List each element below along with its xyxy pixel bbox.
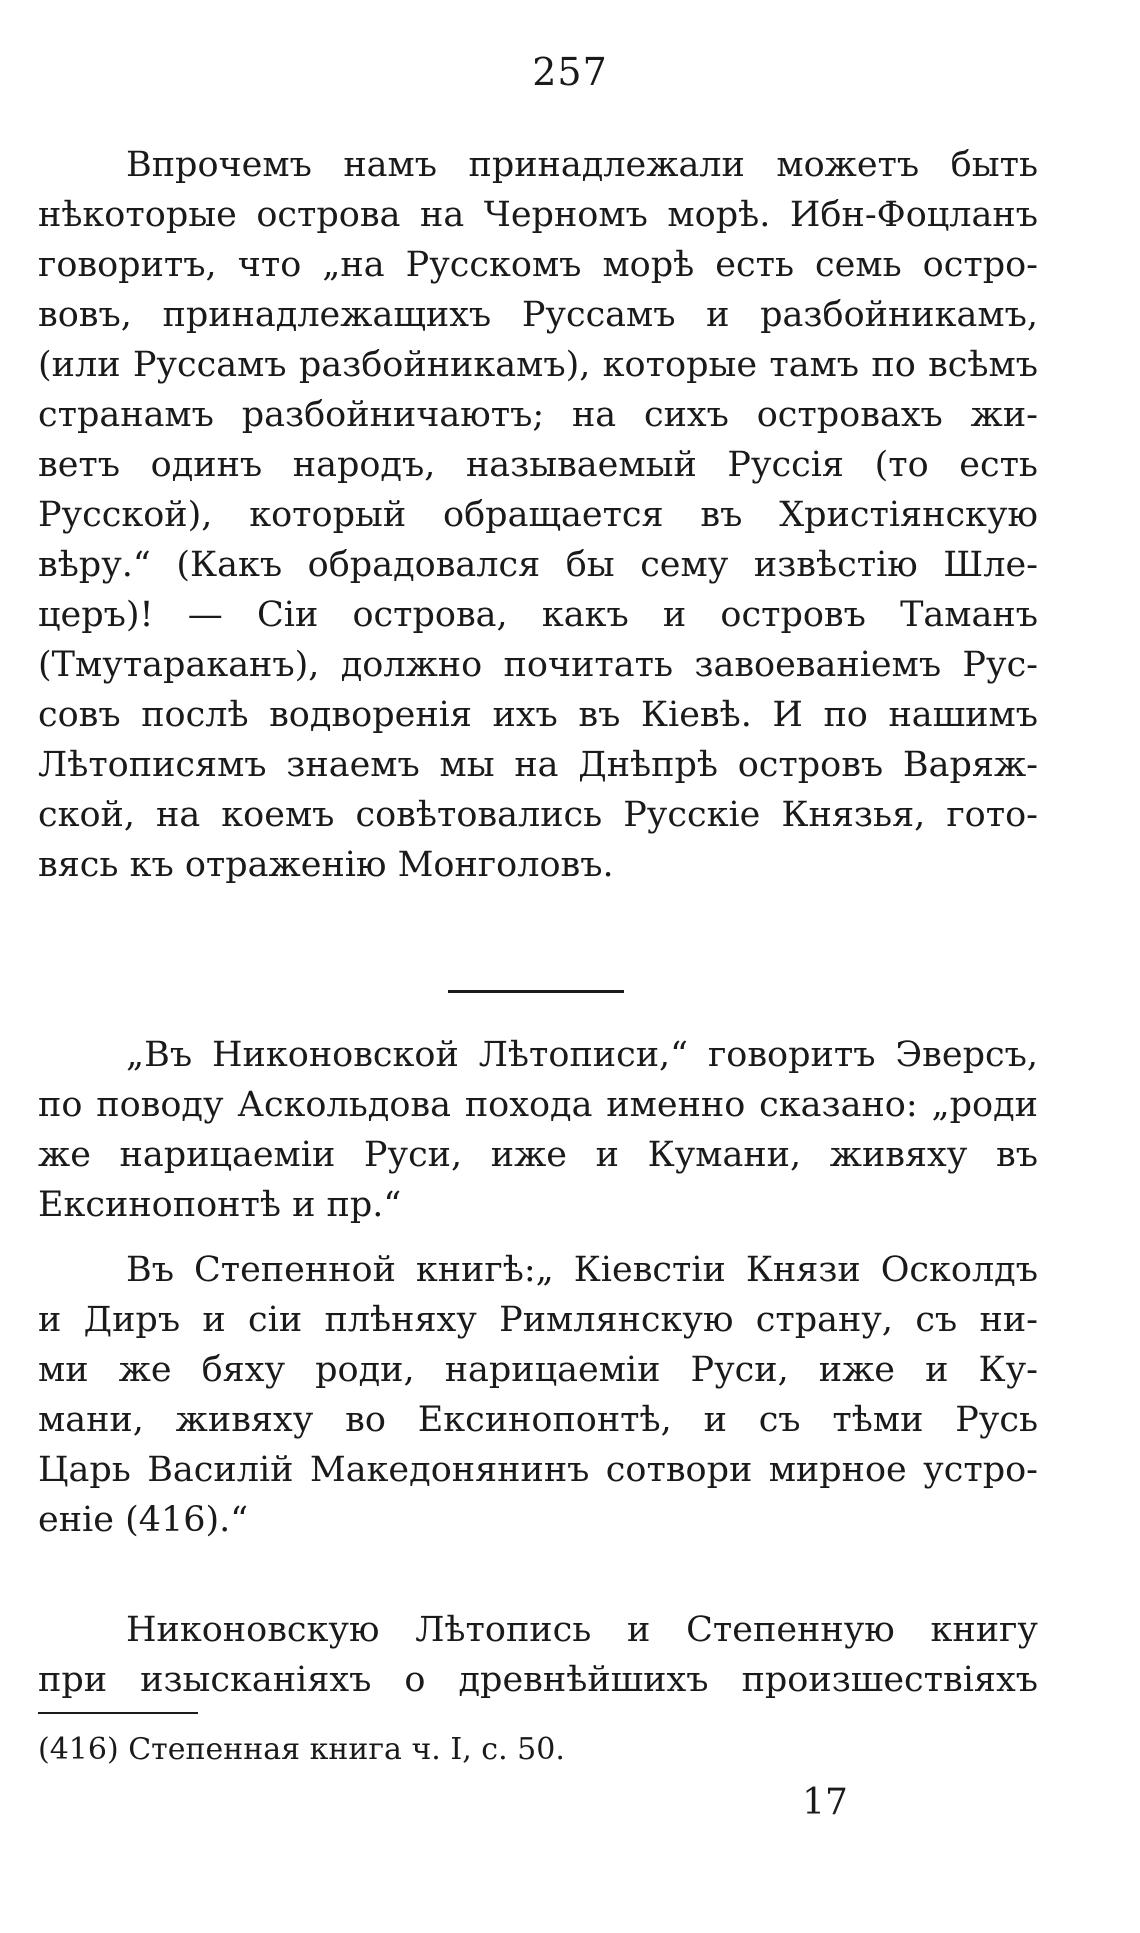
footnote: (416) Степенная книга ч. I, с. 50.: [38, 1732, 565, 1767]
section-divider: [448, 990, 624, 993]
text-line: (или Руссамъ разбойникамъ), которые тамъ по всѣмъ: [38, 345, 1038, 385]
text-line: „Въ Никоновской Лѣтописи,“ говоритъ Эверсъ,: [126, 1035, 1038, 1075]
text-line: вовъ, принадлежащихъ Руссамъ и разбойникамъ,: [38, 295, 1038, 335]
page-number: 257: [532, 50, 608, 94]
text-line: странамъ разбойничаютъ; на сихъ островахъ жи-: [38, 395, 1038, 435]
text-line: Никоновскую Лѣтопись и Степенную книгу: [126, 1610, 1038, 1650]
text-line: Въ Степенной книгѣ:„ Кіевстіи Князи Осколдъ: [126, 1250, 1038, 1290]
text-line: Впрочемъ намъ принадлежали можетъ быть: [126, 145, 1038, 185]
text-line: церъ)! — Сіи острова, какъ и островъ Таманъ: [38, 595, 1038, 635]
text-line: и Диръ и сіи плѣняху Римлянскую страну, съ ни-: [38, 1300, 1038, 1340]
text-line: вѣру.“ (Какъ обрадовался бы сему извѣстію Шле-: [38, 545, 1038, 585]
signature-mark: [0, 1782, 1140, 1823]
text-line: Русской), который обращается въ Христіянскую: [38, 495, 1038, 535]
text-line: по поводу Аскольдова похода именно сказано: „роди: [38, 1085, 1038, 1125]
text-line: Царь Василій Македонянинъ сотвори мирное устро-: [38, 1450, 1038, 1490]
text-line: ветъ одинъ народъ, называемый Руссія (то есть: [38, 445, 1038, 485]
text-line: Ексинопонтѣ и пр.“: [38, 1185, 402, 1225]
text-line: же нарицаеміи Руси, иже и Кумани, живяху въ: [38, 1135, 1038, 1175]
paragraph-chronicles-research: [38, 1605, 1038, 1705]
text-line: нѣкоторые острова на Черномъ морѣ. Ибн-Фоцланъ: [38, 195, 1038, 235]
text-line: ми же бяху роди, нарицаеміи Руси, иже и Ку-: [38, 1350, 1038, 1390]
text-line: совъ послѣ водворенія ихъ въ Кіевѣ. И по нашимъ: [38, 695, 1038, 735]
text-line: еніе (416).“: [38, 1500, 249, 1540]
text-line: говоритъ, что „на Русскомъ морѣ есть семь остро-: [38, 245, 1038, 285]
text-line: вясь къ отраженію Монголовъ.: [38, 845, 614, 885]
text-line: Лѣтописямъ знаемъ мы на Днѣпрѣ островъ Варяж-: [38, 745, 1038, 785]
text-line: (Тмутараканъ), должно почитать завоеваніемъ Рус-: [38, 645, 1038, 685]
text-line: мани, живяху во Ексинопонтѣ, и съ тѣми Русь: [38, 1400, 1038, 1440]
footnote-divider: [38, 1712, 198, 1714]
signature-number: 17: [802, 1782, 848, 1823]
paragraph-stepennaya-kniga: [38, 1245, 1038, 1545]
paragraph-islands: [38, 140, 1038, 890]
text-line: ской, на коемъ совѣтовались Русскіе Князья, гото-: [38, 795, 1038, 835]
text-line: при изысканіяхъ о древнѣйшихъ произшествіяхъ: [38, 1660, 1038, 1700]
paragraph-nikon-chronicle: [38, 1030, 1038, 1230]
